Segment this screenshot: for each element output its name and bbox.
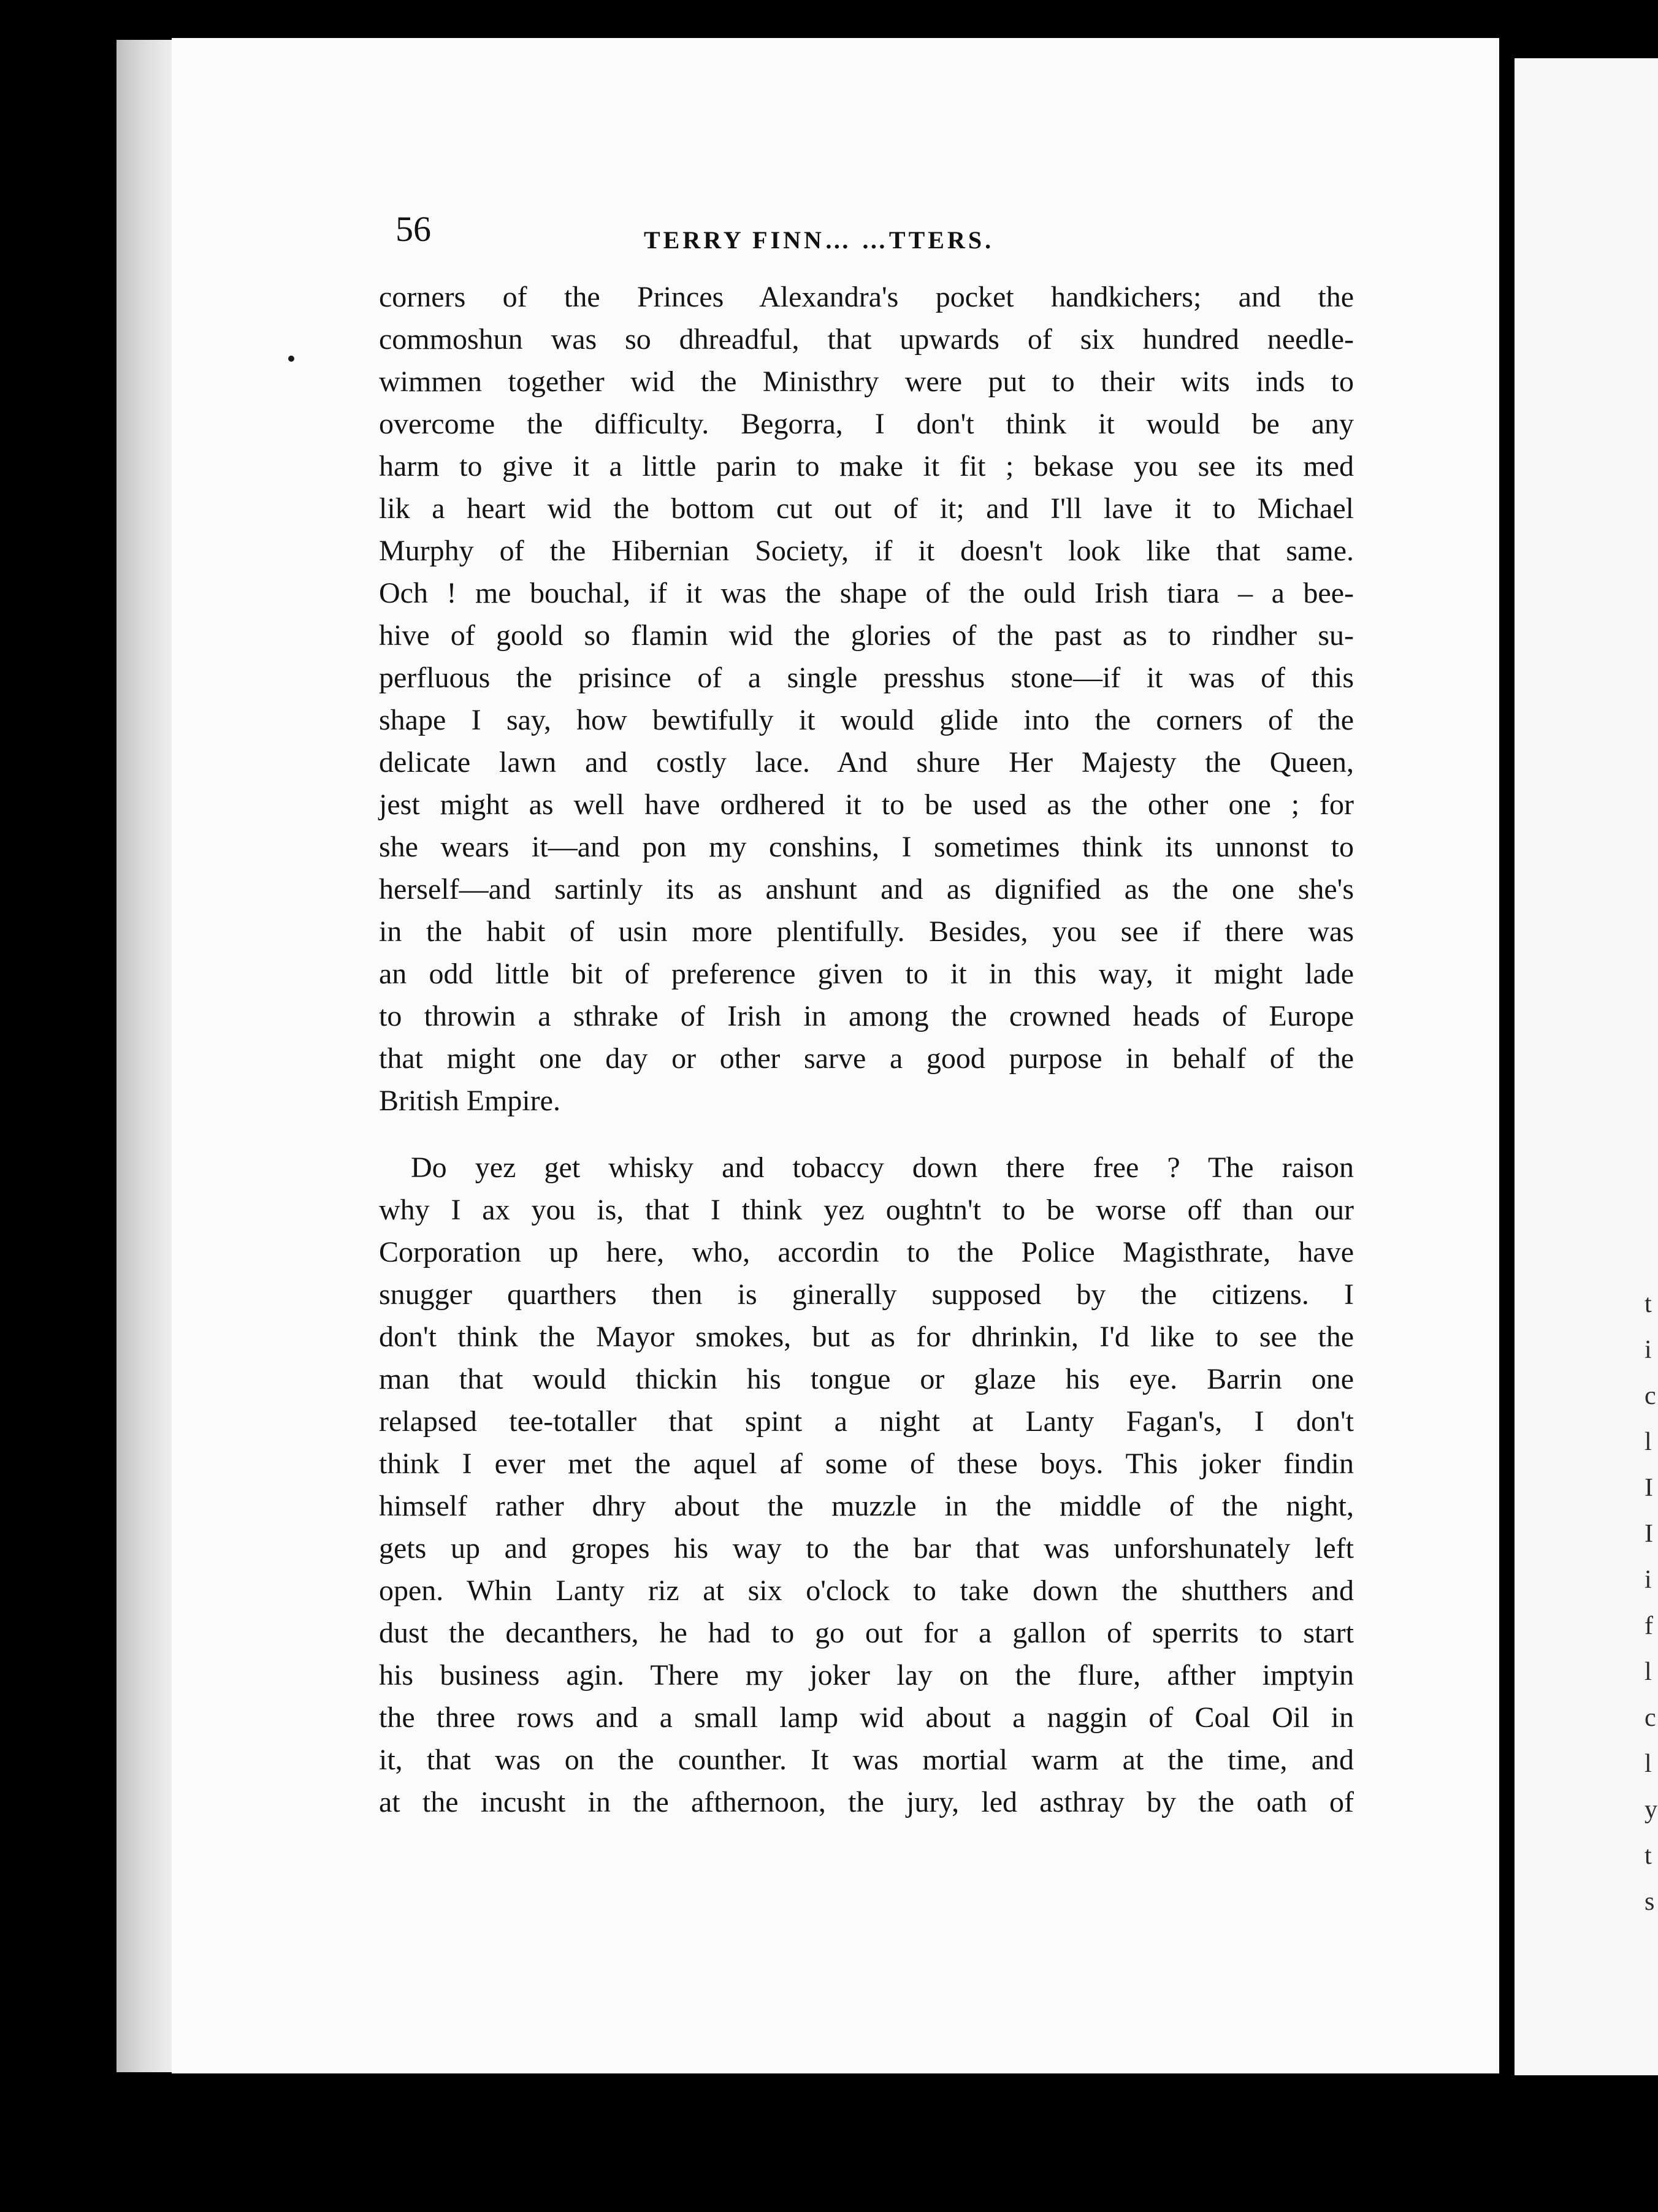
text-line: why I ax you is, that I think yez oughtn't to be worse off than our: [379, 1194, 1354, 1226]
text-line: delicate lawn and costly lace. And shure Her Majesty the Queen,: [379, 746, 1354, 779]
page-number: 56: [395, 209, 431, 249]
edge-letter: s: [1645, 1888, 1655, 1916]
text-line: that might one day or other sarve a good purpose in behalf of the: [379, 1042, 1354, 1075]
text-line: to throwin a sthrake of Irish in among the crowned heads of Europe: [379, 1000, 1354, 1032]
facing-page-edge: [1515, 58, 1658, 2075]
text-line: jest might as well have ordhered it to be used as the other one ; for: [379, 788, 1354, 821]
edge-letter: t: [1645, 1290, 1652, 1318]
edge-letter: l: [1645, 1658, 1652, 1686]
paragraph-2: [379, 1146, 1354, 1823]
text-line: harm to give it a little parin to make it fit ; bekase you see its med: [379, 450, 1354, 482]
margin-mark: [288, 356, 294, 362]
text-line: don't think the Mayor smokes, but as for dhrinkin, I'd like to see the: [379, 1321, 1354, 1353]
text-line: corners of the Princes Alexandra's pocket handkichers; and the: [379, 281, 1354, 313]
text-line: his business agin. There my joker lay on the flure, afther imptyin: [379, 1659, 1354, 1691]
edge-letter: c: [1645, 1382, 1656, 1410]
edge-letter: l: [1645, 1428, 1652, 1456]
text-line: Do yez get whisky and tobaccy down there free ? The raison: [411, 1151, 1354, 1184]
text-line: himself rather dhry about the muzzle in the middle of the night,: [379, 1490, 1354, 1522]
paragraph-gap: [379, 1122, 1354, 1146]
edge-letter: I: [1645, 1520, 1653, 1548]
text-line: herself—and sartinly its as anshunt and as dignified as the one she's: [379, 873, 1354, 906]
edge-letter: l: [1645, 1750, 1652, 1778]
edge-letter: I: [1645, 1474, 1653, 1502]
edge-letter: y: [1645, 1796, 1657, 1824]
text-line: she wears it—and pon my conshins, I sometimes think its unnonst to: [379, 831, 1354, 863]
text-line: snugger quarthers then is ginerally supposed by the citizens. I: [379, 1278, 1354, 1311]
edge-letter: i: [1645, 1566, 1652, 1594]
text-line: man that would thickin his tongue or glaze his eye. Barrin one: [379, 1363, 1354, 1395]
text-line: the three rows and a small lamp wid about a naggin of Coal Oil in: [379, 1701, 1354, 1734]
text-line: it, that was on the counther. It was mortial warm at the time, and: [379, 1744, 1354, 1776]
paragraph-1: [379, 276, 1354, 1122]
running-head: TERRY FINN… …TTERS.: [644, 226, 995, 254]
text-line: British Empire.: [379, 1085, 560, 1117]
text-line: relapsed tee-totaller that spint a night at Lanty Fagan's, I don't: [379, 1405, 1354, 1438]
body-text: [379, 276, 1354, 1823]
text-line: wimmen together wid the Ministhry were put to their wits inds to: [379, 365, 1354, 398]
text-line: in the habit of usin more plentifully. Besides, you see if there was: [379, 915, 1354, 948]
text-line: Murphy of the Hibernian Society, if it doesn't look like that same.: [379, 535, 1354, 567]
text-line: hive of goold so flamin wid the glories of the past as to rindher su-: [379, 619, 1354, 652]
edge-letter: i: [1645, 1336, 1652, 1364]
text-line: lik a heart wid the bottom cut out of it; and I'll lave it to Michael: [379, 492, 1354, 525]
text-line: Corporation up here, who, accordin to the Police Magisthrate, have: [379, 1236, 1354, 1268]
edge-letter: f: [1645, 1612, 1653, 1640]
edge-letter: t: [1645, 1842, 1652, 1870]
text-line: commoshun was so dhreadful, that upwards of six hundred needle-: [379, 323, 1354, 356]
text-line: think I ever met the aquel af some of these boys. This joker findin: [379, 1447, 1354, 1480]
edge-letter: c: [1645, 1704, 1656, 1732]
book-spine-shadow: [117, 40, 178, 2072]
text-line: an odd little bit of preference given to it in this way, it might lade: [379, 958, 1354, 990]
text-line: overcome the difficulty. Begorra, I don't think it would be any: [379, 408, 1354, 440]
text-line: shape I say, how bewtifully it would glide into the corners of the: [379, 704, 1354, 736]
facing-page-letters: [1645, 1281, 1658, 1925]
text-line: at the incusht in the afthernoon, the jury, led asthray by the oath of: [379, 1786, 1354, 1818]
text-line: open. Whin Lanty riz at six o'clock to take down the shutthers and: [379, 1574, 1354, 1607]
text-line: perfluous the prisince of a single presshus stone—if it was of this: [379, 662, 1354, 694]
text-line: gets up and gropes his way to the bar that was unforshunately left: [379, 1532, 1354, 1565]
text-line: Och ! me bouchal, if it was the shape of the ould Irish tiara – a bee-: [379, 577, 1354, 609]
text-line: dust the decanthers, he had to go out for a gallon of sperrits to start: [379, 1617, 1354, 1649]
